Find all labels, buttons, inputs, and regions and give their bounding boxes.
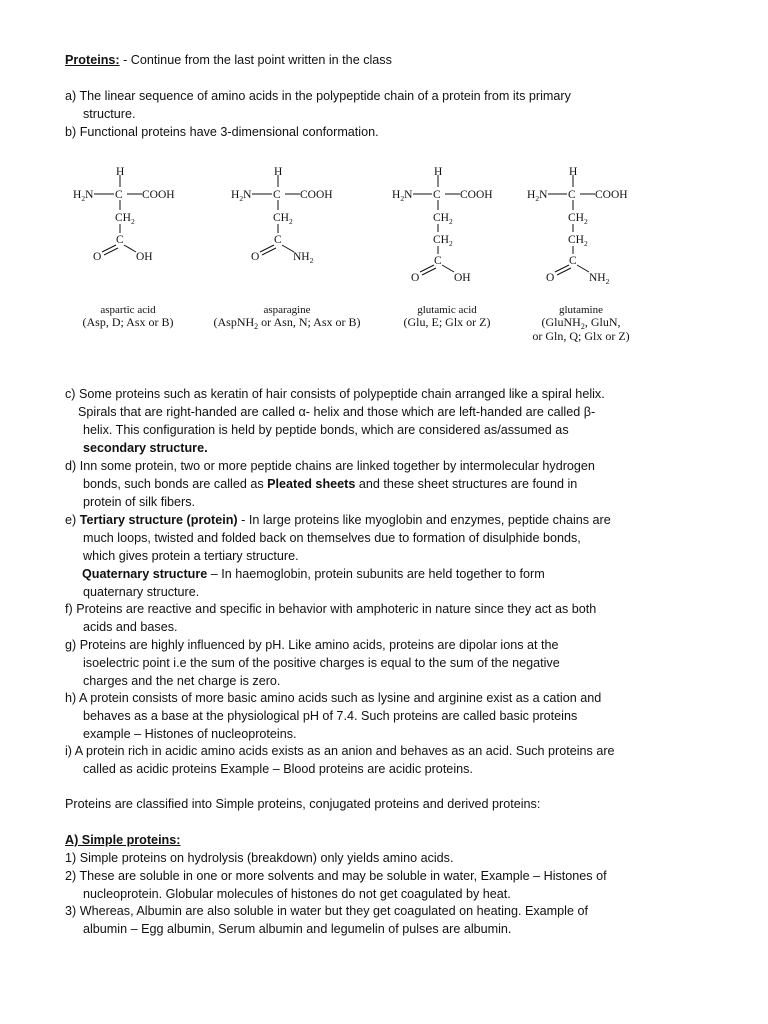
svg-text:C: C (273, 189, 281, 201)
simple-point-2-line1: 2) These are soluble in one or more solvents and may be soluble in water, Example – Histones of (65, 869, 607, 883)
asparagine-structure (231, 166, 333, 265)
amino-acid-structures-figure (0, 160, 768, 350)
point-c-line3: helix. This configuration is held by peptide bonds, which are considered as/assumed as (83, 423, 569, 437)
simple-proteins-heading: A) Simple proteins: (65, 833, 181, 847)
svg-text:C: C (116, 234, 124, 246)
abbr-glutamine-line2: or Gln, Q; Glx or Z) (532, 329, 630, 343)
point-a-line2: structure. (83, 107, 136, 121)
point-e-line3: which gives protein a tertiary structure. (83, 549, 299, 563)
point-b-line1: b) Functional proteins have 3-dimensional conformation. (65, 125, 379, 139)
point-d-line1: d) Inn some protein, two or more peptide chains are linked together by intermolecular hydrogen (65, 459, 595, 473)
point-f-line1: f) Proteins are reactive and specific in behavior with amphoteric in nature since they act as both (65, 602, 597, 616)
point-c-line1: c) Some proteins such as keratin of hair consists of polypeptide chain arranged like a spiral helix. (65, 387, 605, 401)
svg-text:COOH: COOH (142, 189, 175, 201)
page-subtitle: - Continue from the last point written in the class (119, 53, 392, 67)
page-title: Proteins: (65, 53, 120, 67)
point-g-line2: isoelectric point i.e the sum of the positive charges is equal to the sum of the negative (83, 656, 560, 670)
point-c-line4: secondary structure. (83, 441, 208, 455)
svg-text:H2N: $H_2N$ (73, 189, 94, 203)
svg-text:H: H (434, 166, 443, 178)
abbr-aspartic-acid: (Asp, D; Asx or B) (82, 315, 174, 329)
svg-text:H: H (116, 166, 125, 178)
svg-text:C: C (433, 189, 441, 201)
svg-text:CH2: $CH_2$ (273, 212, 293, 226)
point-d-line2: bonds, such bonds are called as Pleated sheets and these sheet structures are found in (83, 477, 578, 491)
svg-text:O: O (546, 272, 555, 284)
simple-point-2-line2: nucleoprotein. Globular molecules of histones do not get coagulated by heat. (83, 887, 511, 901)
svg-text:CH2: $CH_2$ (433, 212, 453, 226)
point-f-line2: acids and bases. (83, 620, 178, 634)
point-g-line1: g) Proteins are highly influenced by pH. Like amino acids, proteins are dipolar ions at the (65, 638, 559, 652)
simple-point-3-line2: albumin – Egg albumin, Serum albumin and legumelin of pulses are albumin. (83, 922, 512, 936)
point-a-line1: a) The linear sequence of amino acids in the polypeptide chain of a protein from its primary (65, 89, 571, 103)
svg-text:COOH: COOH (300, 189, 333, 201)
point-i-line1: i) A protein rich in acidic amino acids exists as an anion and behaves as an acid. Such proteins are (65, 744, 615, 758)
svg-text:C: C (434, 255, 442, 267)
point-i-line2: called as acidic proteins Example – Blood proteins are acidic proteins. (83, 762, 473, 776)
abbr-glutamine-line1: (GluNH$_2$, GluN, (541, 315, 621, 331)
svg-text:COOH: COOH (460, 189, 493, 201)
point-e-line5: quaternary structure. (83, 585, 200, 599)
label-glutamine: glutamine (559, 304, 603, 316)
point-e-line4: Quaternary structure – In haemoglobin, protein subunits are held together to form (82, 567, 545, 581)
svg-text:CH2: $CH_2$ (568, 234, 588, 248)
svg-text:C: C (115, 189, 123, 201)
svg-text:COOH: COOH (595, 189, 628, 201)
svg-text:H2N: $H_2N$ (231, 189, 252, 203)
svg-text:NH2: $NH_2$ (589, 272, 610, 286)
label-glutamic-acid: glutamic acid (417, 304, 477, 316)
svg-text:OH: OH (454, 272, 471, 284)
svg-text:CH2: $CH_2$ (568, 212, 588, 226)
point-g-line3: charges and the net charge is zero. (83, 674, 281, 688)
molecule-labels (82, 304, 629, 343)
svg-text:O: O (93, 251, 102, 263)
point-d-line3: protein of silk fibers. (83, 495, 195, 509)
svg-text:NH2: $NH_2$ (293, 251, 314, 265)
svg-text:CH2: $CH_2$ (433, 234, 453, 248)
point-h-line1: h) A protein consists of more basic amino acids such as lysine and arginine exist as a cation and (65, 691, 602, 705)
svg-text:C: C (568, 189, 576, 201)
glutamine-structure (527, 166, 628, 286)
classification-intro: Proteins are classified into Simple proteins, conjugated proteins and derived proteins: (65, 797, 541, 811)
svg-text:O: O (251, 251, 260, 263)
label-asparagine: asparagine (263, 304, 311, 316)
label-aspartic-acid: aspartic acid (100, 304, 156, 316)
svg-text:OH: OH (136, 251, 153, 263)
svg-text:C: C (569, 255, 577, 267)
svg-text:H: H (274, 166, 283, 178)
abbr-glutamic-acid: (Glu, E; Glx or Z) (403, 315, 491, 329)
svg-text:H2N: $H_2N$ (392, 189, 413, 203)
svg-text:CH2: $CH_2$ (115, 212, 135, 226)
heading-line (65, 52, 392, 70)
svg-text:O: O (411, 272, 420, 284)
point-h-line3: example – Histones of nucleoproteins. (83, 727, 297, 741)
simple-point-1: 1) Simple proteins on hydrolysis (breakdown) only yields amino acids. (65, 851, 454, 865)
svg-text:H: H (569, 166, 578, 178)
point-c-line2: Spirals that are right-handed are called α- helix and those which are left-handed are called β- (78, 405, 596, 419)
simple-point-3-line1: 3) Whereas, Albumin are also soluble in water but they get coagulated on heating. Example of (65, 904, 588, 918)
glutamic-acid-structure (392, 166, 493, 284)
point-e-line2: much loops, twisted and folded back on themselves due to formation of disulphide bonds, (83, 531, 581, 545)
abbr-asparagine: (AspNH$_2$ or Asn, N; Asx or B) (213, 315, 361, 331)
aspartic-acid-structure (73, 166, 175, 263)
svg-text:C: C (274, 234, 282, 246)
svg-text:H2N: $H_2N$ (527, 189, 548, 203)
point-h-line2: behaves as a base at the physiological pH of 7.4. Such proteins are called basic proteins (83, 709, 578, 723)
point-e-line1: e) Tertiary structure (protein) - In large proteins like myoglobin and enzymes, peptide chains are (65, 513, 611, 527)
